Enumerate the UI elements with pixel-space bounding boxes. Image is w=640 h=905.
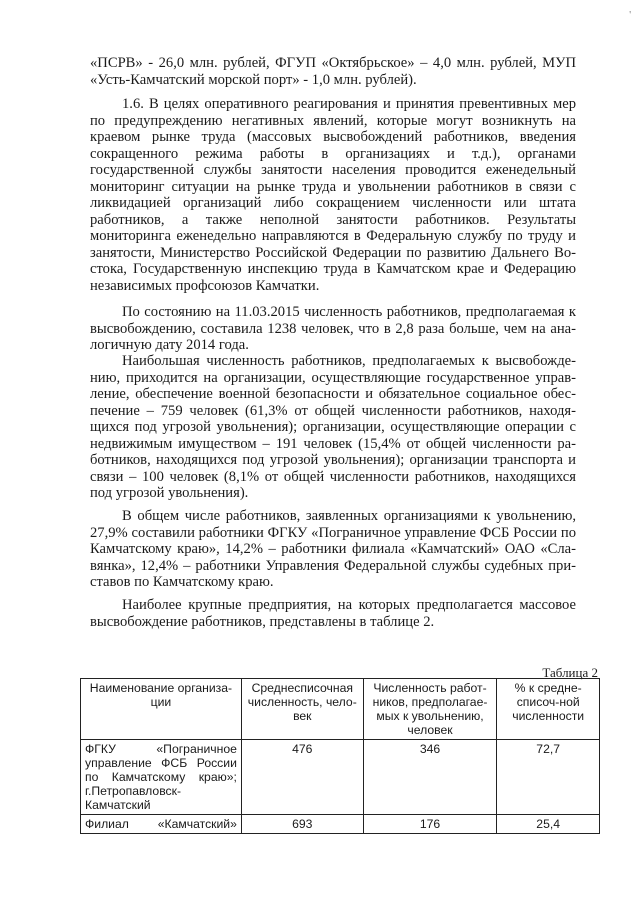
org-line: Камчатский [85,798,151,812]
paragraph-6 [90,597,576,630]
text-line: щихся под угрозой увольнения); организации, осуществляющие операции с [90,419,576,435]
cell-organization [81,740,242,815]
cell-organization [81,815,242,834]
header-headcount: Среднесписочная численность, чело-век [241,679,363,740]
text-line: мониторинг ситуации на рынке труда и увольнении работников в связи с [90,178,576,195]
text-line: ление, обеспечение военной безопасности и обязательное социальное обес- [90,386,576,402]
scan-mark: ' [629,10,631,21]
paragraph-1 [90,55,576,88]
cell-headcount: 693 [241,815,363,834]
cell-percent: 25,4 [497,815,600,834]
paragraph-5 [90,508,576,591]
table-row [81,740,600,815]
text-line: Камчатскому краю», 14,2% – работники филиала «Камчатский» ОАО «Сла- [90,541,576,557]
paragraph-3 [90,304,576,354]
paragraph-2 [90,96,576,294]
org-line: управление ФСБ России [85,756,237,770]
text-line: мониторинга еженедельно направляются в Федеральную службу по труду и [90,228,576,244]
text-line: стока, Государственную инспекцию труда в Камчатском крае и Федерацию [90,261,576,277]
text-line: вянка», 12,4% – работники Управления Федеральной службы судебных при- [90,557,576,574]
text-line: ставов по Камчатскому краю. [90,574,274,590]
text-line: недвижимым имуществом – 191 человек (15,4% от общей численности ра- [90,435,576,452]
text-line: независимых профсоюзов Камчатки. [90,277,320,294]
text-line: «Усть-Камчатский морской порт» - 1,0 млн. рублей). [90,71,417,88]
text-line: сокращенного режима работы в организациях и т.д.), органами [90,145,576,162]
table-header-row [81,679,600,740]
text-line: занятости, Министерство Российской Федерации по развитию Дальнего Во- [90,244,576,261]
text-line: ликвидацией организаций либо сокращением численности или штата [90,195,576,211]
text-line: по предупреждению негативных явлений, которые могут возникнуть на [90,112,576,129]
text-line: ботников, находящихся под угрозой увольнения); организации транспорта и [90,452,576,468]
header-percent: % к средне-списоч-ной численности [497,679,600,740]
cell-percent: 72,7 [497,740,600,815]
text-line: В общем числе работников, заявленных организациями к увольнению, [122,508,576,524]
text-line: 27,9% составили работники ФГКУ «Пограничное управление ФСБ России по [90,524,576,541]
text-line: высвобождение работников, представлены в таблице 2. [90,613,435,630]
text-line: краевом рынке труда (массовых высвобождений работников, введения [90,129,576,145]
org-line: Филиал «Камчатский» [85,817,237,831]
table-row [81,815,600,834]
cell-to-dismiss: 176 [363,815,497,834]
text-line: По состоянию на 11.03.2015 численность работников, предполагаемая к [122,304,576,320]
org-line: ФГКУ «Пограничное [85,742,237,756]
paragraph-4 [90,353,576,502]
header-organization: Наименование организа-ции [81,679,242,740]
cell-to-dismiss: 346 [363,740,497,815]
text-line: Наибольшая численность работников, предполагаемых к высвобожде- [122,353,576,369]
text-line: 1.6. В целях оперативного реагирования и принятия превентивных мер [122,96,576,112]
text-line: высвобождению, составила 1238 человек, что в 2,8 раза больше, чем на ана- [90,320,576,337]
text-line: под угрозой увольнения). [90,485,249,501]
text-line: логичную дату 2014 года. [90,337,249,353]
text-line: Наиболее крупные предприятия, на которых предполагается массовое [122,597,576,613]
data-table [80,678,600,834]
table-caption: Таблица 2 [542,665,598,680]
text-line: «ПСРВ» - 26,0 млн. рублей, ФГУП «Октябрьское» – 4,0 млн. рублей, МУП [90,55,576,71]
header-to-dismiss: Численность работ-ников, предполагае-мых к увольнению, человек [363,679,497,740]
org-line: г.Петропавловск- [85,784,182,798]
text-line: печение – 759 человек (61,3% от общей численности работников, находя- [90,402,576,419]
cell-headcount: 476 [241,740,363,815]
text-line: связи – 100 человек (8,1% от общей численности работников, находящихся [90,468,576,485]
text-line: государственной службы занятости населения проводится еженедельный [90,162,576,178]
text-line: работников, а также неполной занятости работников. Результаты [90,211,576,228]
text-line: нию, приходится на организации, осуществляющие государственное управ- [90,369,576,386]
org-line: по Камчатскому краю»; [85,770,237,784]
